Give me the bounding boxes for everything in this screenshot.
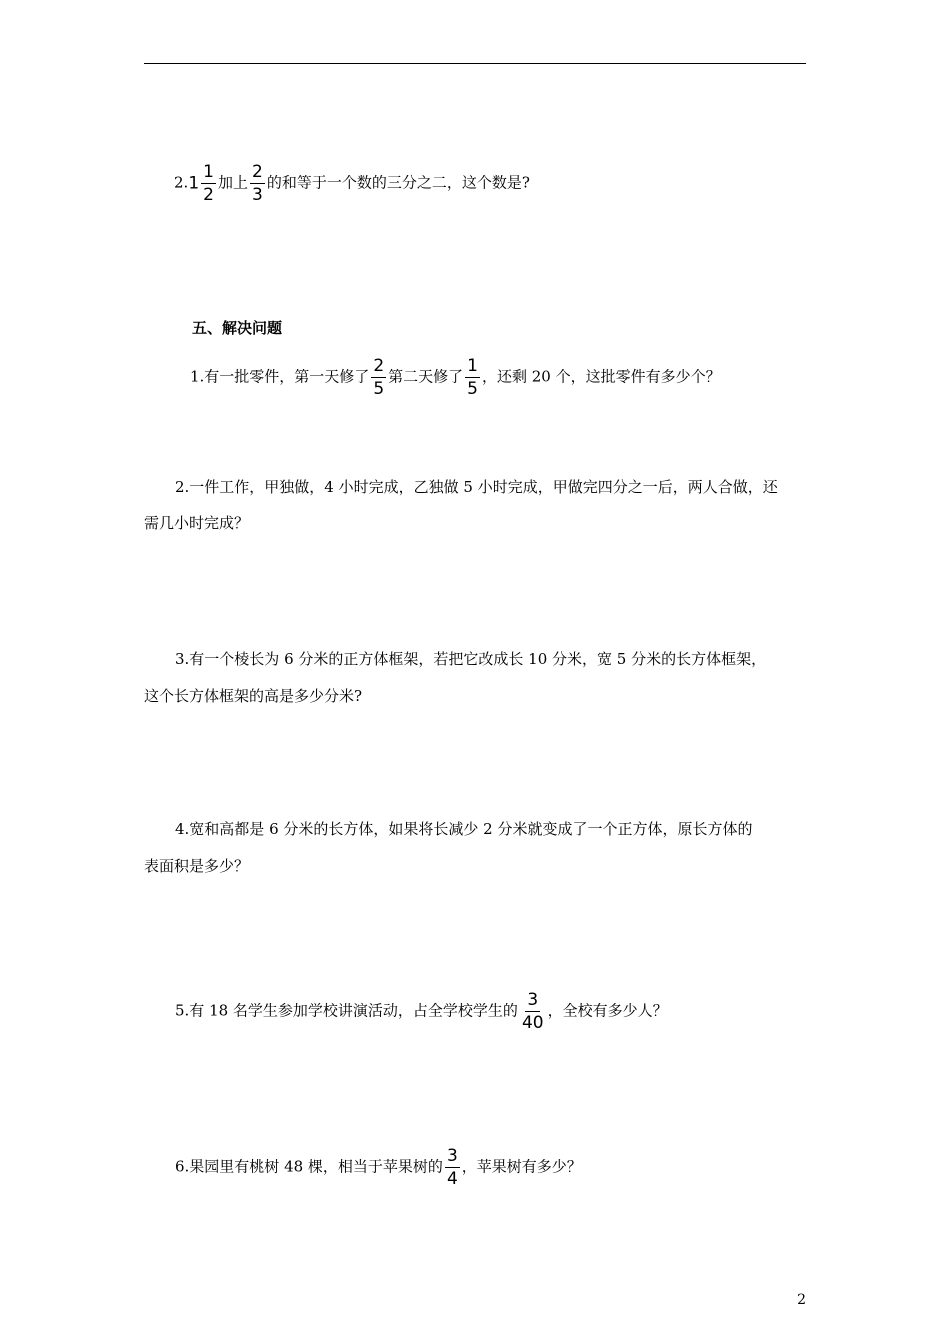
mixed-number-whole: 1	[188, 173, 200, 194]
fraction-denominator: 5	[467, 379, 478, 399]
question-number: 2.	[174, 173, 189, 192]
fraction-denominator: 4	[446, 1169, 458, 1189]
problem-text: ，全校有多少人？	[547, 1001, 668, 1020]
fraction-denominator: 40	[521, 1013, 544, 1033]
problem-text: 第二天修了	[388, 367, 464, 386]
fraction-numerator: 1	[203, 162, 214, 182]
fraction-two-fifths	[371, 356, 386, 399]
problem-text: ，苹果树有多少？	[461, 1157, 582, 1176]
fraction-numerator: 1	[467, 356, 478, 376]
problem-5	[175, 990, 668, 1033]
problem-4-line-2: 表面积是多少？	[144, 857, 250, 875]
fraction-numerator: 3	[527, 990, 539, 1010]
fraction-three-fortieths	[520, 990, 546, 1033]
section-title: 五、解决问题	[192, 319, 283, 337]
fraction-numerator: 2	[251, 162, 263, 182]
fraction-denominator: 3	[251, 185, 263, 205]
problem-text: 6.果园里有桃树 48 棵，相当于苹果树的	[175, 1157, 443, 1176]
problem-6	[175, 1146, 582, 1189]
problem-4-line-1: 4.宽和高都是 6 分米的长方体，如果将长减少 2 分米就变成了一个正方体，原长方体的	[175, 820, 753, 838]
fraction-three-quarters	[445, 1146, 460, 1189]
header-rule	[144, 63, 806, 64]
fraction-one-fifth	[465, 356, 480, 399]
problem-text: ，还剩 20 个，这批零件有多少个？	[482, 367, 721, 386]
problem-text: 1.有一批零件，第一天修了	[190, 367, 370, 386]
fraction-one-half	[201, 162, 216, 205]
problem-2-line-1: 2.一件工作，甲独做，4 小时完成，乙独做 5 小时完成，甲做完四分之一后，两人合做，还	[175, 478, 778, 496]
problem-3-line-1: 3.有一个棱长为 6 分米的正方体框架，若把它改成长 10 分米，宽 5 分米的长方体框架，	[175, 650, 767, 668]
problem-1	[190, 356, 721, 399]
page-number: 2	[797, 1292, 806, 1308]
fraction-denominator: 2	[203, 185, 214, 205]
fraction-numerator: 3	[446, 1146, 458, 1166]
problem-2-line-2: 需几小时完成？	[144, 514, 250, 532]
fraction-denominator: 5	[373, 379, 385, 399]
question-text: 加上	[217, 173, 248, 192]
problem-text: 5.有 18 名学生参加学校讲演活动，占全学校学生的	[175, 1001, 518, 1020]
fraction-two-thirds	[250, 162, 265, 205]
question-2-line	[174, 162, 530, 205]
question-text: 的和等于一个数的三分之二，这个数是?	[266, 173, 530, 192]
problem-3-line-2: 这个长方体框架的高是多少分米?	[144, 687, 363, 705]
fraction-numerator: 2	[373, 356, 385, 376]
